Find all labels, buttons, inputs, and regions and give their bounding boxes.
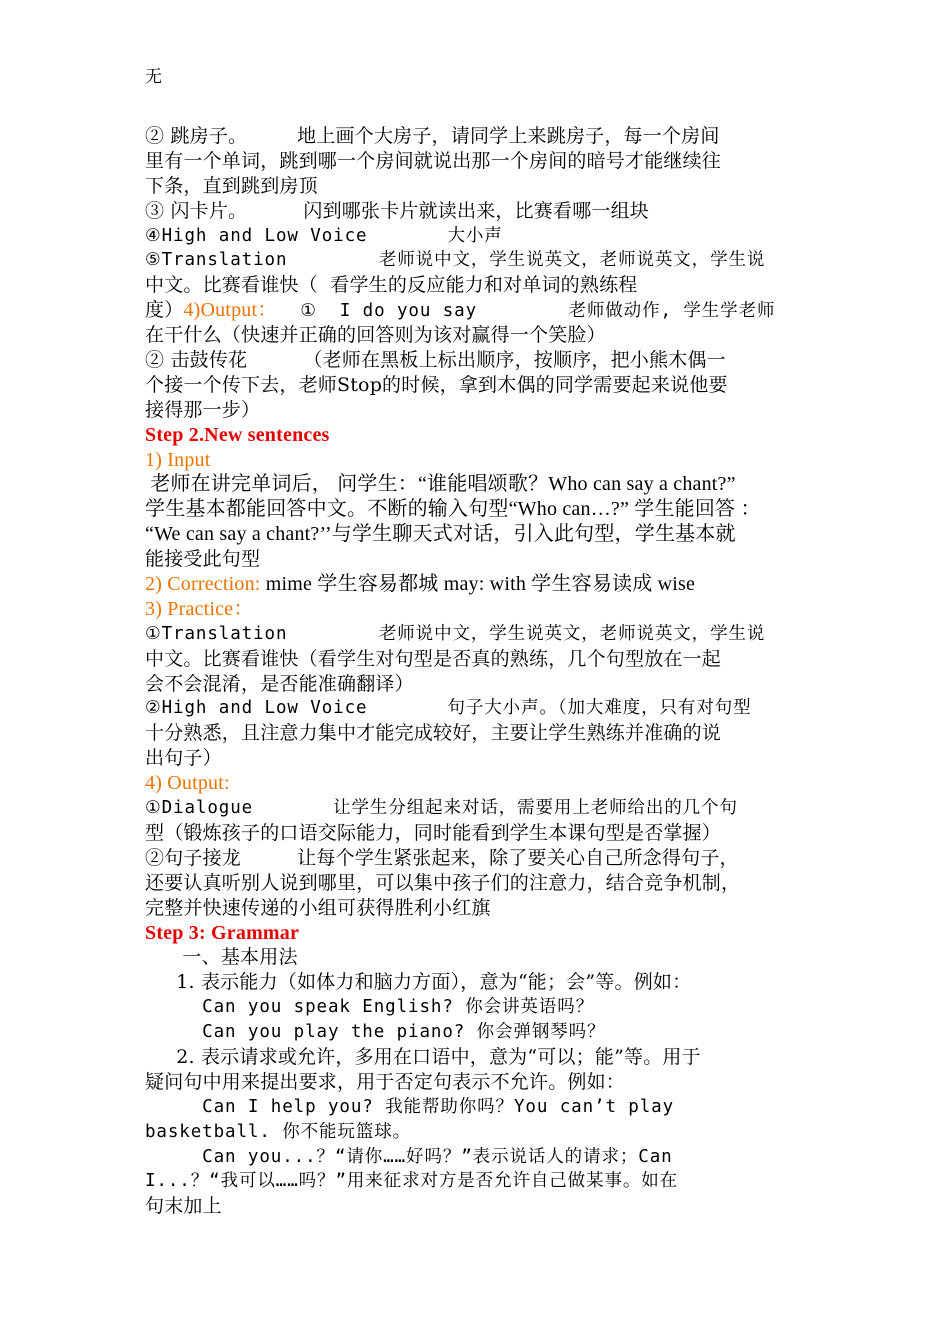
- line-23: [145, 672, 810, 697]
- line-35: [145, 970, 810, 995]
- line-10: [145, 348, 810, 373]
- header-text: 无: [145, 67, 162, 87]
- line-text: 句末加上: [145, 1195, 222, 1218]
- subheading-text: 4) Output:: [145, 772, 230, 795]
- line-text: I...？“我可以……吗？”用来征求对方是否允许自己做某事。如在: [145, 1171, 679, 1192]
- heading-text: Step 3: Grammar: [145, 921, 300, 944]
- correction-line: [145, 572, 810, 597]
- line-text: ②句子接龙 让每个学生紧张起来，除了要关心自己所念得句子，: [145, 846, 739, 869]
- line-text: 型（锻炼孩子的口语交际能力，同时能看到学生本课句型是否掌握）: [145, 821, 722, 844]
- line-text: Can you...？“请你……好吗？”表示说话人的请求；Can: [145, 1146, 673, 1167]
- line-text: Can you speak English? 你会讲英语吗？: [145, 997, 595, 1018]
- line-34: [145, 945, 810, 970]
- line-text: 2. 表示请求或允许，多用在口语中，意为“可以；能”等。用于: [145, 1045, 701, 1068]
- line-7: [145, 273, 810, 298]
- line-12: [145, 398, 810, 423]
- line-17: [145, 522, 810, 547]
- line-text: basketball. 你不能玩篮球。: [145, 1121, 412, 1142]
- line-text: 1. 表示能力（如体力和脑力方面），意为“能；会”等。例如：: [145, 971, 692, 994]
- line-text: ③ 闪卡片。 闪到哪张卡片就读出来，比赛看哪一组块: [145, 199, 649, 222]
- line-16: [145, 497, 810, 522]
- line-28: [145, 796, 810, 821]
- line-9: [145, 323, 810, 348]
- line-text: 疑问句中用来提出要求，用于否定句表示不允许。例如：: [145, 1070, 626, 1093]
- line-5: [145, 224, 810, 249]
- line-text: 接得那一步）: [145, 398, 261, 421]
- line-30: [145, 846, 810, 871]
- line-text: 会不会混淆，是否能准确翻译）: [145, 672, 414, 695]
- line-21: [145, 622, 810, 647]
- line-42: [145, 1145, 810, 1170]
- output-label: 4)Output：: [183, 299, 278, 322]
- line-26: [145, 746, 810, 771]
- line-text: 在干什么（快速并正确的回答则为该对赢得一个笑脸）: [145, 324, 606, 347]
- line-22: [145, 647, 810, 672]
- line-text: 学生基本都能回答中文。不断的输入句型“Who can…?” 学生能回答 ：: [145, 498, 761, 521]
- line-3: [145, 174, 810, 199]
- line-text: ④High and Low Voice 大小声: [145, 225, 503, 246]
- line-4: [145, 199, 810, 224]
- step-2-heading: [145, 423, 810, 448]
- line-41: [145, 1120, 810, 1145]
- line-text: ①Dialogue 让学生分组起来对话，需要用上老师给出的几个句: [145, 798, 738, 819]
- line-text: 里有一个单词，跳到哪一个房间就说出那一个房间的暗号才能继续往: [145, 149, 722, 172]
- line-text: 个接一个传下去，老师Stop的时候，拿到木偶的同学需要起来说他要: [145, 373, 728, 396]
- input-subheading: [145, 448, 810, 473]
- line-text: 十分熟悉，且注意力集中才能完成较好，主要让学生熟练并准确的说: [145, 722, 722, 745]
- line-8: [145, 298, 810, 323]
- subheading-text: 3) Practice：: [145, 597, 254, 620]
- line-text: Can I help you? 我能帮助你吗？You can’t play: [145, 1096, 675, 1117]
- line-text: 中文。比赛看谁快（ 看学生的反应能力和对单词的熟练程: [145, 274, 638, 297]
- heading-text: Step 2.New sentences: [145, 423, 330, 446]
- step-3-heading: [145, 921, 810, 946]
- line-25: [145, 721, 810, 746]
- correction-label: 2) Correction:: [145, 573, 261, 596]
- line-18: [145, 547, 810, 572]
- line-43: [145, 1169, 810, 1194]
- line-text: Can you play the piano? 你会弹钢琴吗？: [145, 1022, 606, 1043]
- line-6: [145, 248, 810, 273]
- line-15: [145, 472, 810, 497]
- line-1: [145, 124, 810, 149]
- line-24: [145, 696, 810, 721]
- line-text: ① I do you say 老师做动作, 学生学老师: [277, 301, 776, 322]
- line-40: [145, 1095, 810, 1120]
- line-39: [145, 1070, 810, 1095]
- line-text: ② 跳房子。 地上画个大房子，请同学上来跳房子，每一个房间: [145, 125, 720, 147]
- line-text: 出句子）: [145, 747, 222, 770]
- line-32: [145, 896, 810, 921]
- line-text: ⑤Translation 老师说中文，学生说英文，老师说英文，学生说: [145, 250, 766, 271]
- line-text: ①Translation 老师说中文，学生说英文，老师说英文，学生说: [145, 623, 766, 644]
- line-text: mime 学生容易都城 may: with 学生容易读成 wise: [260, 573, 696, 596]
- line-text: 还要认真听别人说到哪里，可以集中孩子们的注意力，结合竞争机制，: [145, 871, 741, 894]
- line-text: 完整并快速传递的小组可获得胜利小红旗: [145, 896, 491, 919]
- practice-subheading: [145, 597, 810, 622]
- line-2: [145, 149, 810, 174]
- document-body: [145, 124, 810, 1219]
- subheading-text: 1) Input: [145, 448, 211, 471]
- output-subheading: [145, 771, 810, 796]
- line-text: ② 击鼓传花 （老师在黑板上标出顺序，按顺序，把小熊木偶一: [145, 349, 726, 372]
- line-37: [145, 1020, 810, 1045]
- line-text: 度）: [145, 299, 184, 322]
- line-text: “We can say a chant?’’与学生聊天式对话，引入此句型，学生基本就: [145, 523, 736, 546]
- line-11: [145, 373, 810, 398]
- line-text: 一、基本用法: [145, 946, 298, 969]
- line-44: [145, 1194, 810, 1219]
- line-31: [145, 871, 810, 896]
- line-36: [145, 995, 810, 1020]
- line-text: 下条，直到跳到房顶: [145, 174, 318, 197]
- line-38: [145, 1045, 810, 1070]
- line-29: [145, 821, 810, 846]
- line-text: ②High and Low Voice 句子大小声。（加大难度，只有对句型: [145, 698, 752, 719]
- line-text: 中文。比赛看谁快（看学生对句型是否真的熟练，几个句型放在一起: [145, 647, 722, 670]
- line-text: 能接受此句型: [145, 548, 261, 571]
- line-text: 老师在讲完单词后， 问学生：“谁能唱颂歌？Who can say a chant?”: [145, 473, 736, 496]
